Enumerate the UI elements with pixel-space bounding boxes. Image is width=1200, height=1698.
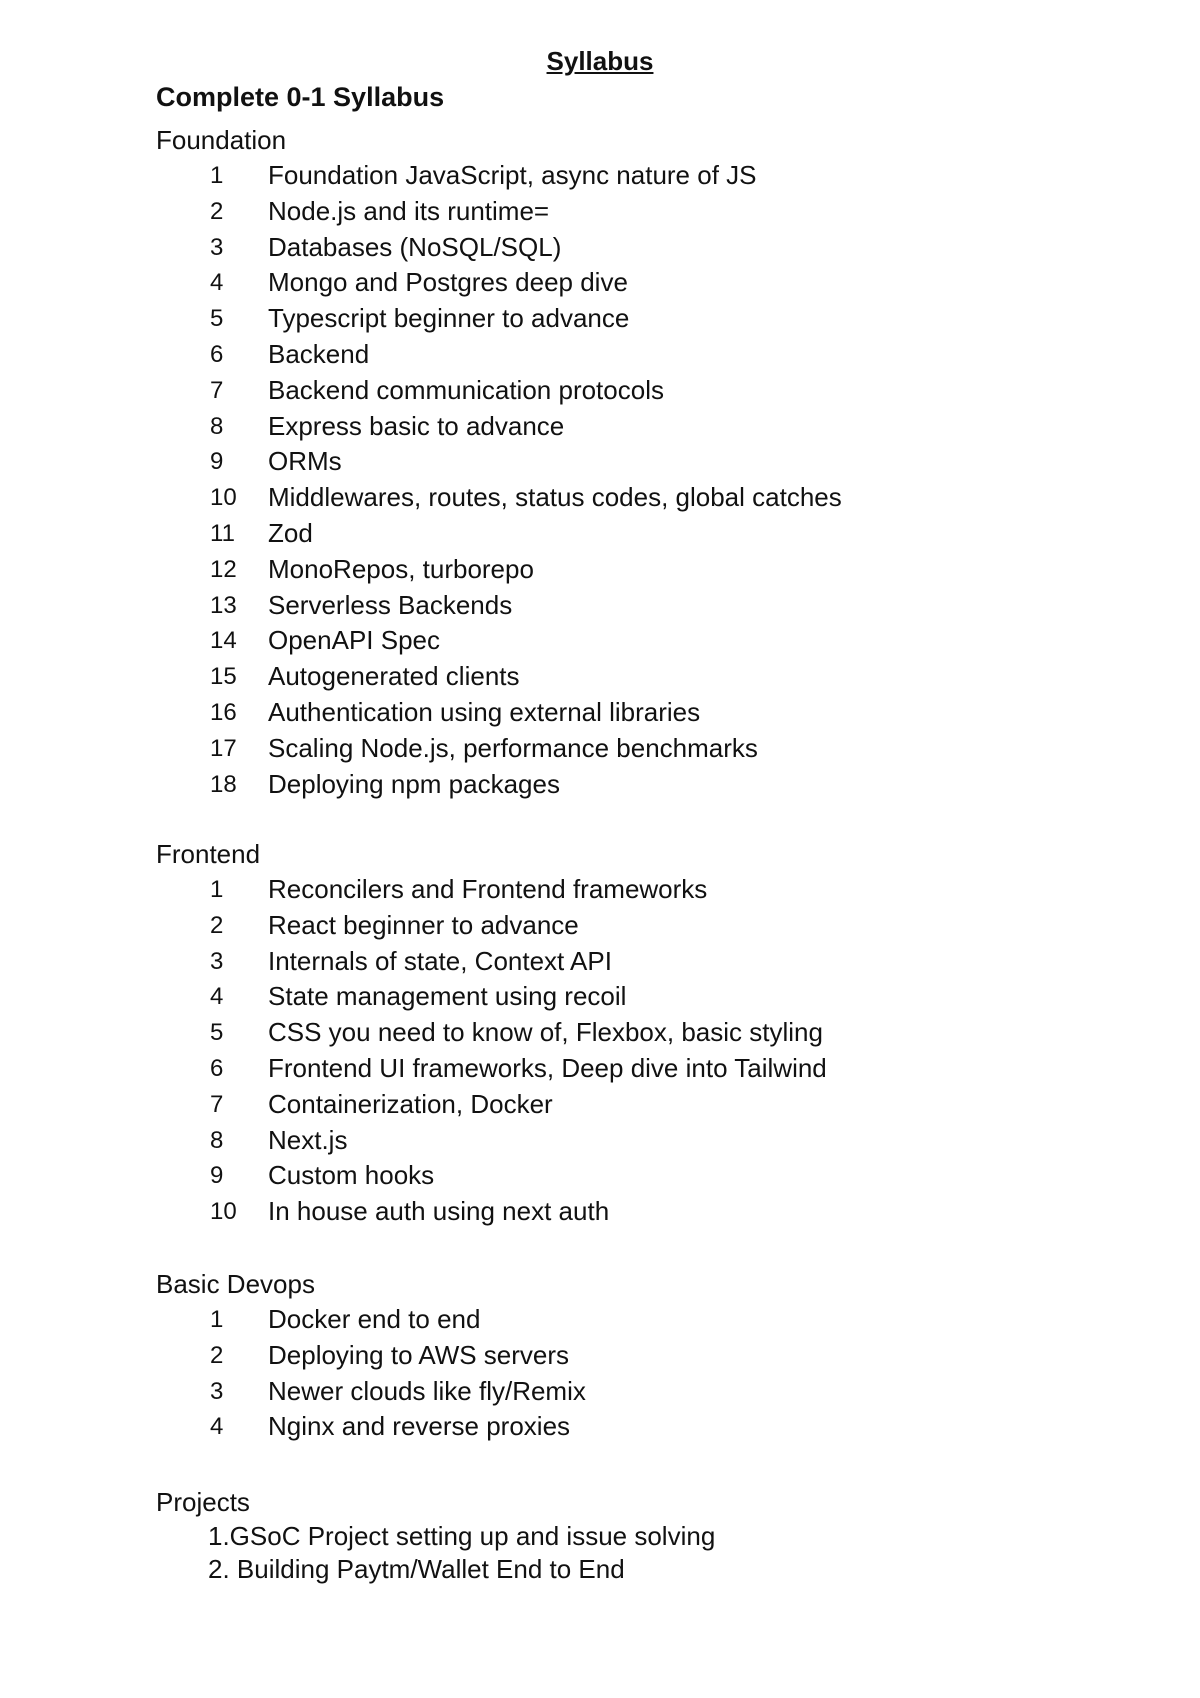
item-text: Frontend UI frameworks, Deep dive into Tailwind <box>268 1052 827 1083</box>
project-item: 2. Building Paytm/Wallet End to End <box>208 1554 625 1584</box>
list-item <box>156 552 1156 588</box>
topic-list <box>156 158 1156 802</box>
document-subtitle: Complete 0-1 Syllabus <box>156 82 445 112</box>
list-item <box>156 516 1156 552</box>
item-text: Deploying to AWS servers <box>268 1339 570 1370</box>
item-number: 9 <box>210 448 224 476</box>
item-number: 3 <box>210 233 224 261</box>
list-item <box>156 659 1156 695</box>
list-item <box>156 588 1156 624</box>
item-text: ORMs <box>268 446 342 477</box>
list-item <box>156 1194 1156 1230</box>
item-number: 12 <box>210 555 237 583</box>
item-text: Internals of state, Context API <box>268 945 612 976</box>
item-text: OpenAPI Spec <box>268 625 440 656</box>
list-item <box>156 1338 1156 1374</box>
item-number: 8 <box>210 412 224 440</box>
list-item <box>156 944 1156 980</box>
item-text: Zod <box>268 517 313 548</box>
item-number: 5 <box>210 305 224 333</box>
item-text: Mongo and Postgres deep dive <box>268 267 628 298</box>
list-item <box>156 1087 1156 1123</box>
item-text: Node.js and its runtime= <box>268 195 550 226</box>
section-heading: Projects <box>156 1487 250 1517</box>
item-text: Nginx and reverse proxies <box>268 1411 571 1442</box>
section-frontend <box>156 836 1156 1230</box>
item-number: 15 <box>210 663 237 691</box>
topic-list <box>156 1302 1156 1445</box>
item-text: Databases (NoSQL/SQL) <box>268 231 562 262</box>
item-number: 2 <box>210 911 224 939</box>
section-heading: Foundation <box>156 125 287 155</box>
item-text: Foundation JavaScript, async nature of JS <box>268 160 757 190</box>
item-number: 1 <box>210 1306 224 1333</box>
item-text: Custom hooks <box>268 1160 435 1191</box>
item-number: 11 <box>210 519 235 547</box>
item-number: 4 <box>210 983 224 1011</box>
list-item <box>156 1409 1156 1445</box>
list-item <box>156 872 1156 908</box>
item-number: 17 <box>210 734 237 762</box>
item-text: In house auth using next auth <box>268 1196 610 1227</box>
document-title: Syllabus <box>546 46 654 76</box>
item-number: 16 <box>210 698 237 726</box>
item-text: Deploying npm packages <box>268 768 560 799</box>
list-item <box>156 373 1156 409</box>
list-item <box>156 623 1156 659</box>
item-number: 13 <box>210 591 237 619</box>
list-item <box>156 1123 1156 1159</box>
item-number: 3 <box>210 947 224 975</box>
list-item <box>156 908 1156 944</box>
item-text: Serverless Backends <box>268 589 513 620</box>
item-text: Scaling Node.js, performance benchmarks <box>268 732 758 763</box>
item-number: 6 <box>210 340 224 368</box>
list-item <box>156 480 1156 516</box>
item-number: 4 <box>210 269 224 297</box>
item-text: Reconcilers and Frontend frameworks <box>268 874 708 904</box>
item-number: 7 <box>210 1090 224 1118</box>
list-item <box>156 1015 1156 1051</box>
item-text: Backend communication protocols <box>268 374 664 405</box>
item-text: CSS you need to know of, Flexbox, basic styling <box>268 1017 823 1048</box>
item-number: 14 <box>210 627 237 655</box>
item-number: 1 <box>210 876 224 903</box>
list-item <box>156 265 1156 301</box>
item-number: 9 <box>210 1162 224 1190</box>
section-foundation <box>156 122 1156 802</box>
list-item <box>156 731 1156 767</box>
item-number: 10 <box>210 484 237 512</box>
list-item <box>156 1374 1156 1410</box>
list-item <box>156 695 1156 731</box>
list-item <box>156 767 1156 803</box>
list-item <box>156 230 1156 266</box>
section-projects <box>156 1484 1156 1586</box>
item-text: Autogenerated clients <box>268 661 520 692</box>
list-item <box>156 158 1156 194</box>
item-text: Docker end to end <box>268 1304 481 1334</box>
section-devops <box>156 1266 1156 1445</box>
item-number: 2 <box>210 1341 224 1369</box>
list-item <box>156 337 1156 373</box>
item-number: 10 <box>210 1198 237 1226</box>
item-number: 8 <box>210 1126 224 1154</box>
item-text: State management using recoil <box>268 981 627 1012</box>
item-text: React beginner to advance <box>268 909 579 940</box>
item-number: 5 <box>210 1019 224 1047</box>
item-text: MonoRepos, turborepo <box>268 553 534 584</box>
item-number: 2 <box>210 197 224 225</box>
project-item: 1.GSoC Project setting up and issue solving <box>208 1521 716 1551</box>
item-number: 18 <box>210 770 237 798</box>
project-list <box>156 1520 1156 1586</box>
item-text: Newer clouds like fly/Remix <box>268 1375 586 1406</box>
list-item <box>156 1158 1156 1194</box>
list-item <box>156 979 1156 1015</box>
item-text: Backend <box>268 338 370 369</box>
section-heading: Basic Devops <box>156 1269 315 1299</box>
list-item <box>156 444 1156 480</box>
topic-list <box>156 872 1156 1230</box>
item-text: Typescript beginner to advance <box>268 303 630 334</box>
item-text: Containerization, Docker <box>268 1088 553 1119</box>
item-text: Next.js <box>268 1124 348 1155</box>
item-text: Authentication using external libraries <box>268 696 701 727</box>
item-number: 4 <box>210 1413 224 1441</box>
item-number: 1 <box>210 162 224 189</box>
list-item <box>156 194 1156 230</box>
list-item <box>156 409 1156 445</box>
item-number: 7 <box>210 376 224 404</box>
list-item <box>156 301 1156 337</box>
item-number: 6 <box>210 1054 224 1082</box>
item-text: Middlewares, routes, status codes, global catches <box>268 482 842 513</box>
item-number: 3 <box>210 1377 224 1405</box>
list-item <box>156 1302 1156 1338</box>
list-item <box>156 1051 1156 1087</box>
item-text: Express basic to advance <box>268 410 565 441</box>
section-heading: Frontend <box>156 839 261 869</box>
